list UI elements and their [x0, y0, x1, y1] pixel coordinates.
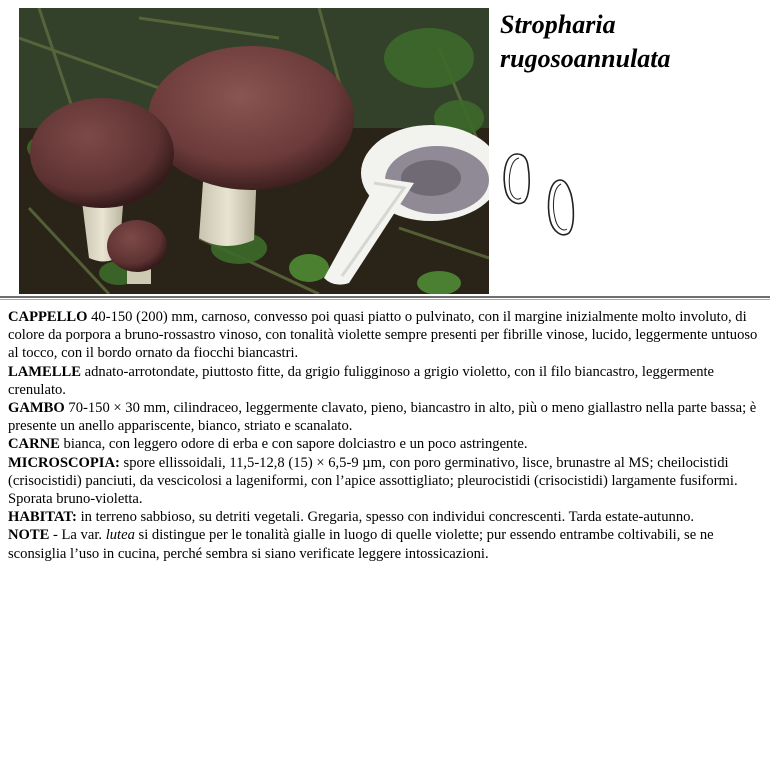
section-label: HABITAT: — [8, 509, 77, 526]
section-text: in terreno sabbioso, su detriti vegetali. Gregaria, spesso con individui concrescenti. Tarda estate-autunno. — [76, 509, 695, 526]
section-label: CARNE — [8, 436, 60, 453]
variety-name: lutea — [105, 527, 135, 544]
section-cappello — [8, 308, 764, 363]
section-label: LAMELLE — [8, 363, 81, 380]
section-note — [8, 526, 764, 562]
section-text: spore ellissoidali, 11,5-12,8 (15) × 6,5-9 µm, con poro germinativo, lisce, brunastre al MS; cheilocistidi (crisocistidi) panciuti, da vescicolosi a lageniformi, con l’apice assottigliato; pleurocistidi (crisocistidi) largamente fusiformi. Sporata bruno-violetta. — [8, 454, 738, 508]
section-microscopia — [8, 454, 764, 509]
spore-drawing — [500, 148, 590, 240]
section-text: adnato-arrotondate, piuttosto fitte, da grigio fuligginoso a grigio violetto, con il filo biancastro, leggermente crenulato. — [8, 363, 715, 398]
section-habitat — [8, 508, 764, 526]
section-label: NOTE — [8, 527, 50, 544]
section-text: 70-150 × 30 mm, cilindraceo, leggermente clavato, pieno, biancastro in alto, più o meno giallastro nella parte bassa; è presente un anello appariscente, bianco, striato e scanalato. — [8, 400, 757, 435]
section-text: bianca, con leggero odore di erba e con sapore dolciastro e un poco astringente. — [59, 436, 528, 453]
section-label: CAPPELLO — [8, 309, 88, 325]
section-gambo — [8, 399, 764, 435]
section-text-cont: si distingue per le tonalità gialle in luogo di quelle violette; pur essendo entrambe coltivabili, se ne sconsiglia l’uso in cucina, perché sembra si siano verificate leggere intossicazioni. — [8, 527, 714, 562]
separator-line-thin — [0, 299, 770, 300]
species-name: rugosoannulata — [500, 44, 671, 73]
section-text: 40-150 (200) mm, carnoso, convesso poi quasi piatto o pulvinato, con il margine inizialmente molto involuto, di colore da porpora a bruno-rossastro vinoso, con tonalità violette sempre presenti per fibrille vinose, lucido, leggermente untuoso al tocco, con il bordo ornato da fiocchi biancastri. — [8, 309, 758, 362]
species-title — [500, 8, 760, 76]
mushroom-photo — [19, 8, 489, 294]
section-carne — [8, 435, 764, 453]
section-label: GAMBO — [8, 400, 65, 417]
genus-name: Stropharia — [500, 10, 616, 39]
section-label: MICROSCOPIA: — [8, 454, 120, 471]
section-text: - La var. — [49, 527, 106, 544]
separator-line — [0, 296, 770, 298]
description — [8, 308, 764, 563]
section-lamelle — [8, 363, 764, 399]
